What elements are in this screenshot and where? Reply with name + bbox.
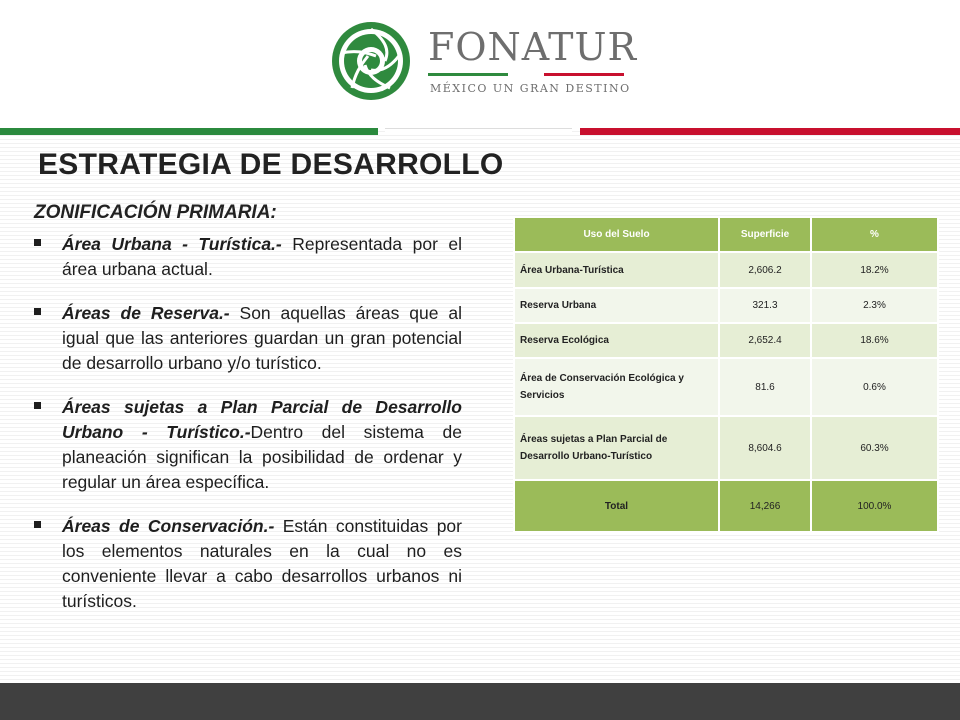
square-bullet-icon <box>34 402 41 409</box>
cell-total-superficie: 14,266 <box>719 480 811 532</box>
land-use-table <box>513 216 939 533</box>
cell-superficie: 2,606.2 <box>719 252 811 288</box>
column-header-superficie: Superficie <box>719 217 811 252</box>
flag-stripe-white <box>385 128 572 135</box>
cell-uso: Reserva Ecológica <box>514 323 719 358</box>
bullet-item <box>34 395 462 495</box>
square-bullet-icon <box>34 521 41 528</box>
cell-percent: 60.3% <box>811 416 938 480</box>
cell-total-percent: 100.0% <box>811 480 938 532</box>
cell-uso: Área de Conservación Ecológica y Servicios <box>514 358 719 416</box>
square-bullet-icon <box>34 308 41 315</box>
slide-title: ESTRATEGIA DE DESARROLLO <box>38 148 504 181</box>
bullet-item <box>34 301 462 376</box>
flag-stripe-red <box>580 128 960 135</box>
cell-percent: 2.3% <box>811 288 938 323</box>
cell-total-label: Total <box>514 480 719 532</box>
cell-percent: 18.2% <box>811 252 938 288</box>
bullet-list <box>34 232 462 633</box>
bullet-title: Áreas de Reserva.- <box>62 303 230 323</box>
table-row <box>514 416 938 480</box>
bullet-body: Son aquellas áreas que al igual que las anteriores guardan un gran potencial de desarrollo urbano y/o turístico. <box>62 303 462 373</box>
brand-flag-line <box>428 73 624 76</box>
table-row <box>514 358 938 416</box>
bullet-title: Áreas sujetas a Plan Parcial de Desarrollo Urbano - Turístico.- <box>62 397 462 442</box>
table-row <box>514 252 938 288</box>
table-total-row <box>514 480 938 532</box>
bullet-body: Representada por el área urbana actual. <box>62 234 462 279</box>
square-bullet-icon <box>34 239 41 246</box>
cell-uso: Reserva Urbana <box>514 288 719 323</box>
bullet-body: Dentro del sistema de planeación significan la posibilidad de ordenar y regular un área específica. <box>62 422 462 492</box>
cell-superficie: 321.3 <box>719 288 811 323</box>
table-header-row <box>514 217 938 252</box>
cell-uso: Área Urbana-Turística <box>514 252 719 288</box>
cell-superficie: 2,652.4 <box>719 323 811 358</box>
table-row <box>514 288 938 323</box>
table-row <box>514 323 938 358</box>
fonatur-logo-icon <box>330 20 412 102</box>
cell-superficie: 8,604.6 <box>719 416 811 480</box>
cell-percent: 18.6% <box>811 323 938 358</box>
cell-percent: 0.6% <box>811 358 938 416</box>
column-header-uso: Uso del Suelo <box>514 217 719 252</box>
bullet-item <box>34 514 462 614</box>
cell-superficie: 81.6 <box>719 358 811 416</box>
cell-uso: Áreas sujetas a Plan Parcial de Desarrollo Urbano-Turístico <box>514 416 719 480</box>
footer-bar <box>0 683 960 720</box>
brand-tagline: MÉXICO UN GRAN DESTINO <box>430 82 631 95</box>
section-heading: ZONIFICACIÓN PRIMARIA: <box>34 202 277 223</box>
bullet-item <box>34 232 462 282</box>
bullet-body: Están constituidas por los elementos naturales en la cual no es conveniente llevar a cabo desarrollos urbanos ni turísticos. <box>62 516 462 611</box>
column-header-percent: % <box>811 217 938 252</box>
flag-stripe-green <box>0 128 378 135</box>
brand-name: FONATUR <box>428 25 638 69</box>
bullet-title: Área Urbana - Turística.- <box>62 234 282 254</box>
bullet-title: Áreas de Conservación.- <box>62 516 275 536</box>
